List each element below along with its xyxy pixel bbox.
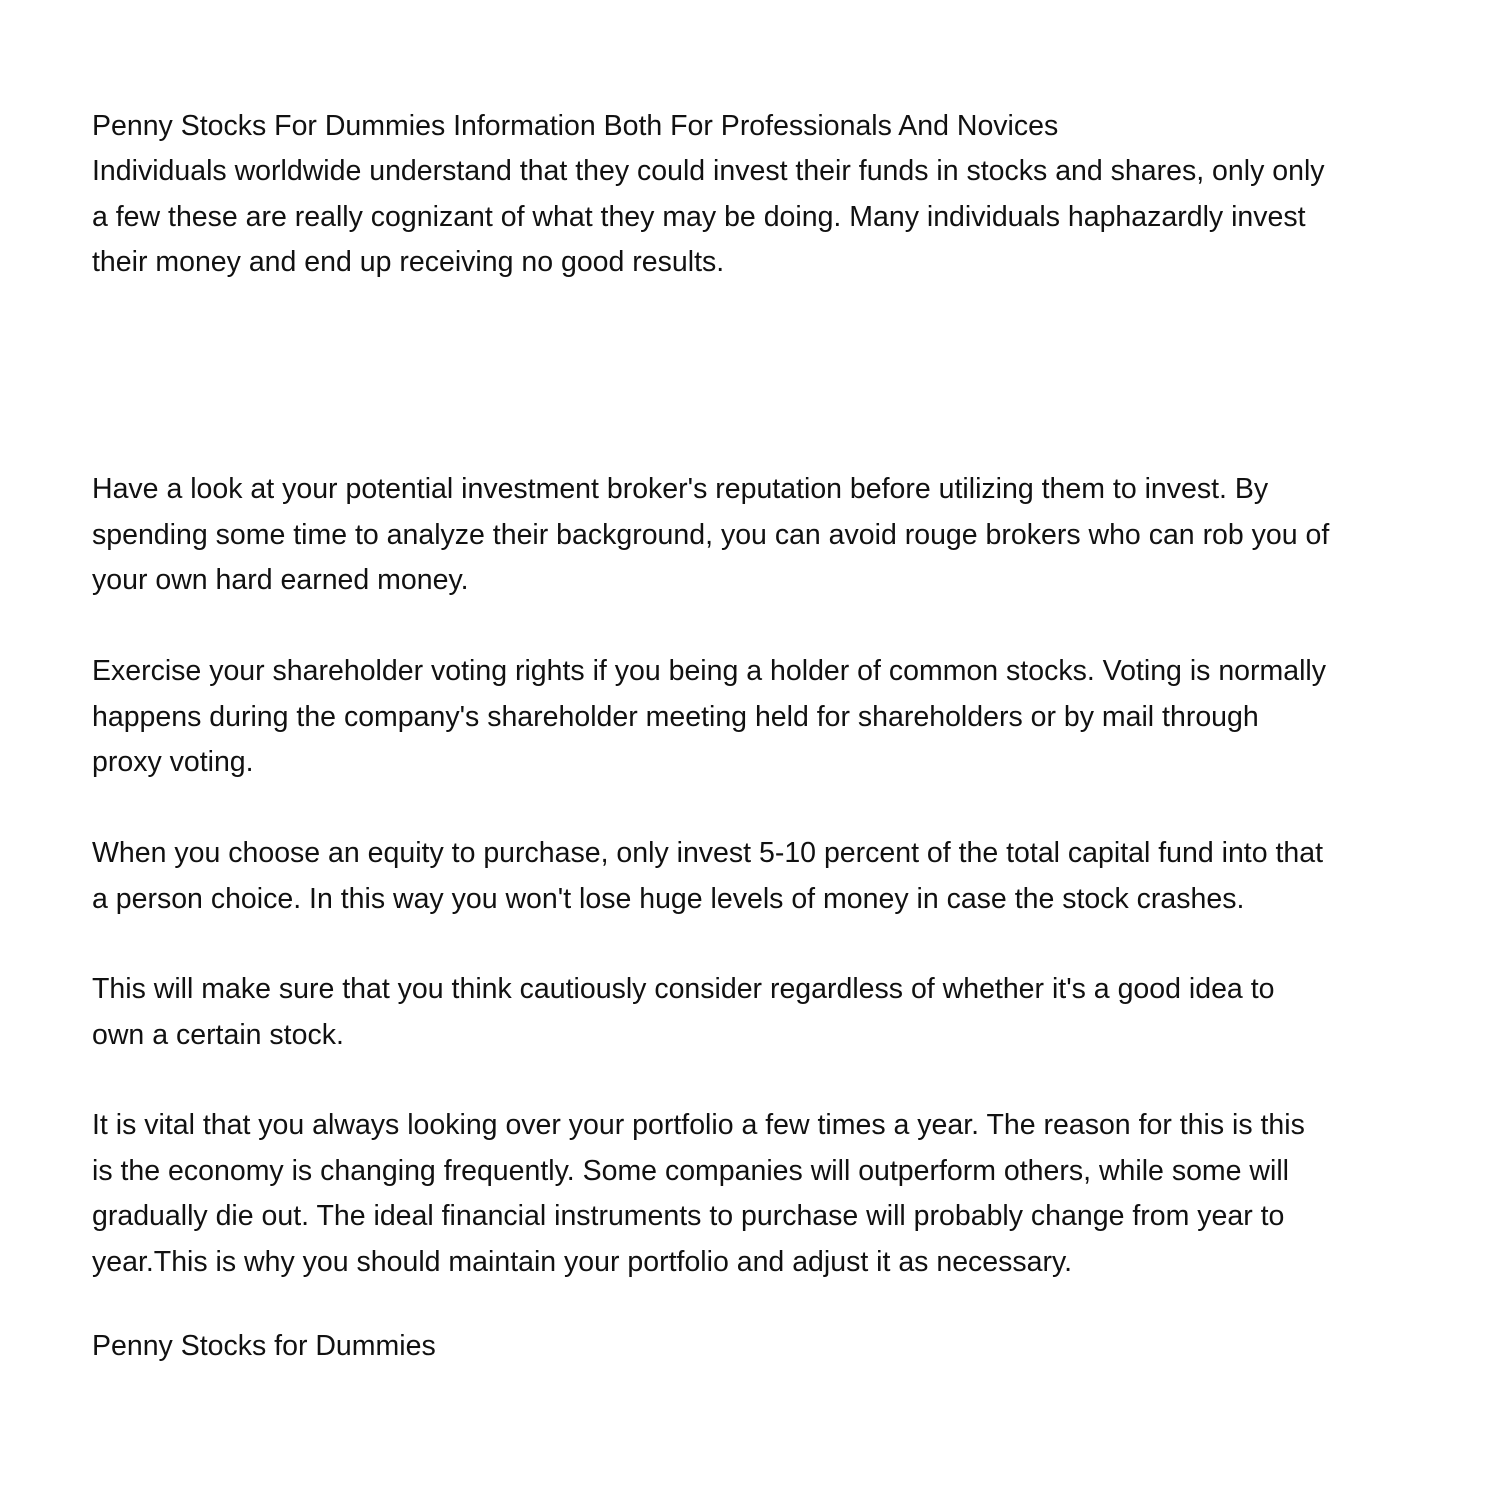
paragraph-line: Exercise your shareholder voting rights if you being a holder of common stocks. Voting is normally [92,655,1327,687]
paragraph-line: is the economy is changing frequently. Some companies will outperform others, while some will [92,1154,1290,1187]
paragraph-line: It is vital that you always looking over your portfolio a few times a year. The reason for this is this [92,1109,1305,1141]
paragraph-line: your own hard earned money. [92,564,469,596]
paragraph-line: gradually die out. The ideal financial instruments to purchase will probably change from year to [92,1200,1285,1232]
paragraph-line: spending some time to analyze their background, you can avoid rouge brokers who can rob you of [92,518,1330,551]
document-footer [92,1324,1422,1370]
intro-line: their money and end up receiving no good results. [92,246,725,278]
paragraph-equity-purchase [92,831,1422,922]
document-title [92,104,1422,150]
paragraph-caution [92,967,1422,1058]
paragraph-line: year.This is why you should maintain your portfolio and adjust it as necessary. [92,1245,1073,1278]
paragraph-line: Have a look at your potential investment broker's reputation before utilizing them to invest. By [92,473,1269,505]
paragraph-line: happens during the company's shareholder meeting held for shareholders or by mail through [92,700,1259,733]
intro-line: Individuals worldwide understand that they could invest their funds in stocks and shares, only only [92,155,1325,187]
paragraph-voting-rights [92,649,1422,786]
title-line: Penny Stocks For Dummies Information Both For Professionals And Novices [92,110,1059,142]
paragraph-line: a person choice. In this way you won't lose huge levels of money in case the stock crashes. [92,882,1245,915]
paragraph-broker-reputation [92,467,1422,604]
paragraph-line: When you choose an equity to purchase, only invest 5-10 percent of the total capital fund into that [92,837,1324,869]
paragraph-line: This will make sure that you think cautiously consider regardless of whether it's a good idea to [92,973,1275,1005]
paragraph-line: proxy voting. [92,746,254,778]
paragraph-line: own a certain stock. [92,1018,344,1051]
intro-paragraph [92,149,1422,286]
intro-line: a few these are really cognizant of what they may be doing. Many individuals haphazardly invest [92,200,1306,233]
footer-line: Penny Stocks for Dummies [92,1330,436,1362]
paragraph-portfolio-review [92,1103,1422,1285]
